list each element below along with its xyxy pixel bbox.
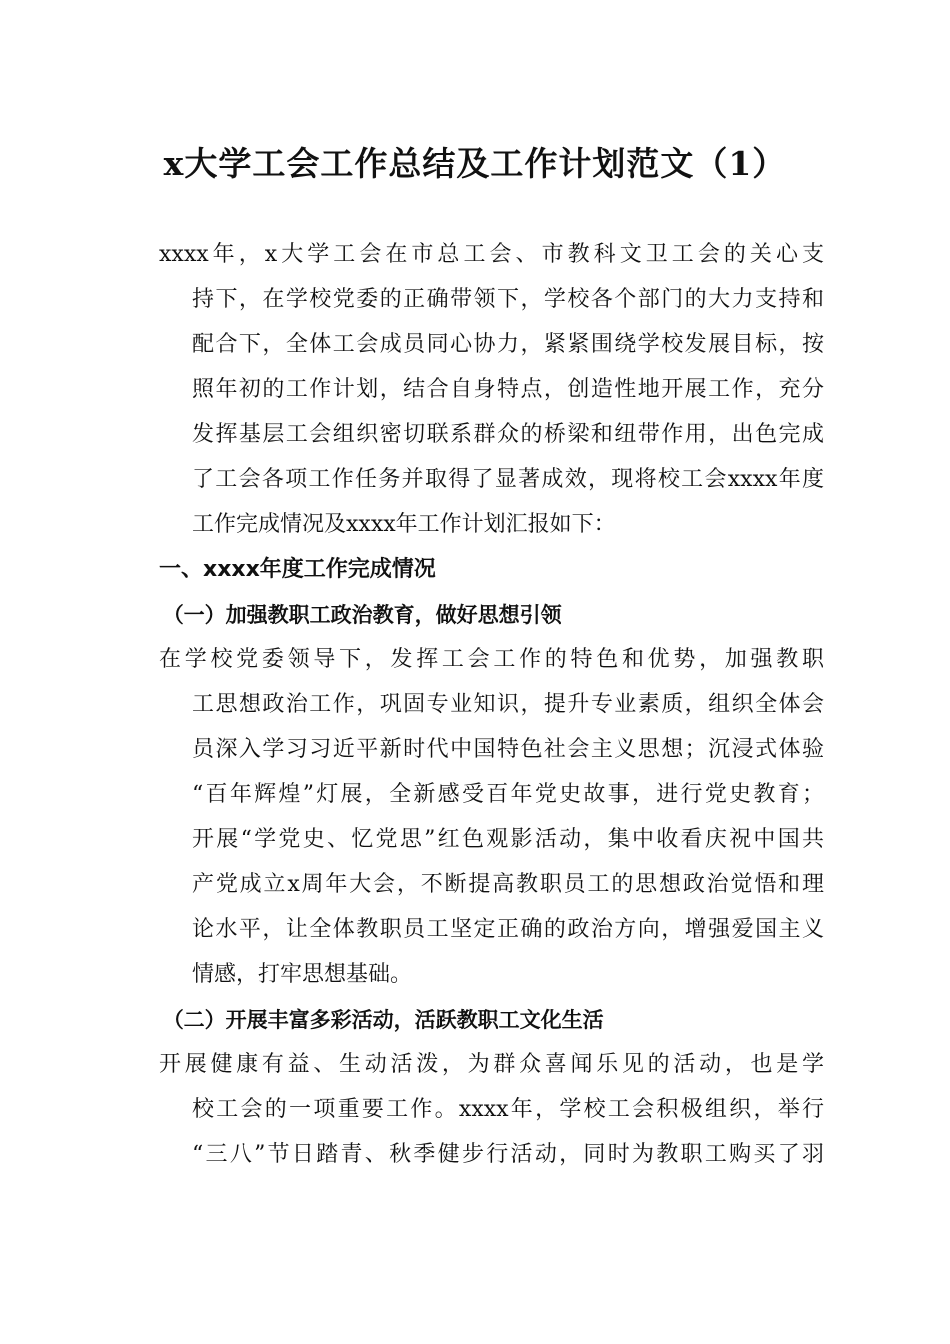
text-line: 了工会各项工作任务并取得了显著成效，现将校工会xxxx年度: [192, 467, 824, 492]
paragraph: [148, 1042, 824, 1177]
text-line: 员深入学习习近平新时代中国特色社会主义思想；沉浸式体验: [192, 737, 824, 762]
text-line: 工作完成情况及xxxx年工作计划汇报如下：: [192, 512, 616, 537]
text-line: 校工会的一项重要工作。xxxx年，学校工会积极组织，举行: [192, 1097, 824, 1122]
text-line: 工思想政治工作，巩固专业知识，提升专业素质，组织全体会: [192, 692, 824, 717]
document-title: x大学工会工作总结及工作计划范文（1）: [163, 144, 787, 183]
section-heading: 一、xxxx年度工作完成情况: [159, 557, 436, 582]
text-line: 情感，打牢思想基础。: [192, 962, 413, 987]
text-line: 发挥基层工会组织密切联系群众的桥梁和纽带作用，出色完成: [192, 422, 824, 447]
text-line: “百年辉煌”灯展，全新感受百年党史故事，进行党史教育；: [192, 782, 824, 807]
text-line: 照年初的工作计划，结合自身特点，创造性地开展工作，充分: [192, 377, 824, 402]
text-line: 产党成立x周年大会，不断提高教职员工的思想政治觉悟和理: [192, 872, 824, 897]
text-line: 在学校党委领导下，发挥工会工作的特色和优势，加强教职: [159, 647, 824, 672]
paragraph: [148, 637, 824, 997]
intro-paragraph: [148, 232, 824, 547]
text-line: 配合下，全体工会成员同心协力，紧紧围绕学校发展目标，按: [192, 332, 824, 357]
subsection-heading: （一）加强教职工政治教育，做好思想引领: [162, 602, 562, 627]
text-line: 开展“学党史、忆党思”红色观影活动，集中收看庆祝中国共: [192, 827, 824, 852]
text-line: “三八”节日踏青、秋季健步行活动，同时为教职工购买了羽: [192, 1142, 824, 1167]
text-line: xxxx年，x大学工会在市总工会、市教科文卫工会的关心支: [159, 242, 824, 267]
document-body: [148, 232, 824, 1177]
text-line: 论水平，让全体教职员工坚定正确的政治方向，增强爱国主义: [192, 917, 824, 942]
subsection-heading: （二）开展丰富多彩活动，活跃教职工文化生活: [162, 1007, 604, 1032]
text-line: 开展健康有益、生动活泼，为群众喜闻乐见的活动，也是学: [159, 1052, 824, 1077]
text-line: 持下，在学校党委的正确带领下，学校各个部门的大力支持和: [192, 287, 824, 312]
